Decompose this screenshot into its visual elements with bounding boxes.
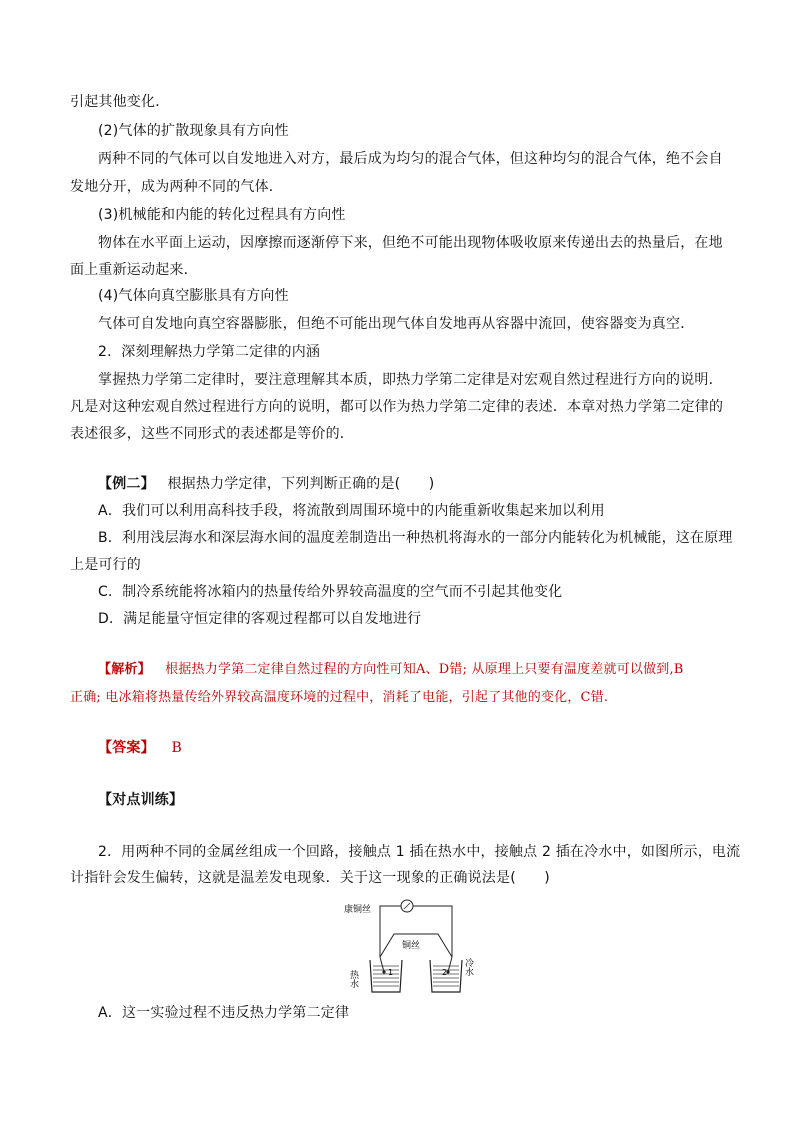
thermocouple-diagram — [344, 892, 474, 1000]
item2-text-line2: 发地分开，成为两种不同的气体． — [70, 179, 283, 195]
point1-label: 1 — [388, 968, 394, 977]
answer-label: 【答案】 — [98, 740, 155, 756]
analysis-text-line1: 根据热力学第二定律自然过程的方向性可知A、D错; 从原理上只要有温度差就可以做到,B — [165, 662, 684, 677]
example2-option-d: D．满足能量守恒定律的客观过程都可以自发地进行 — [98, 611, 422, 627]
cold-water-label: 冷水 — [463, 958, 473, 976]
example2-option-b-line2: 上是可行的 — [70, 557, 141, 573]
item4-heading: (4)气体向真空膨胀具有方向性 — [98, 288, 289, 304]
example2-question — [98, 474, 434, 494]
answer-value: B — [171, 740, 182, 756]
item4-text-line1: 气体可自发地向真空容器膨胀，但绝不可能出现气体自发地再从容器中流回，使容器变为真空． — [98, 316, 695, 332]
analysis-line1 — [98, 660, 684, 680]
section2-text-line1: 掌握热力学第二定律时，要注意理解其本质，即热力学第二定律是对宏观自然过程进行方向的说明． — [98, 372, 723, 388]
question2-line2: 计指针会发生偏转，这就是温差发电现象．关于这一现象的正确说法是( ) — [70, 870, 550, 886]
section2-heading: 2．深刻理解热力学第二定律的内涵 — [98, 344, 321, 360]
item3-text-line1: 物体在水平面上运动，因摩擦而逐渐停下来，但绝不可能出现物体吸收原来传递出去的热量后，在地 — [98, 235, 723, 251]
example2-option-c: C．制冷系统能将冰箱内的热量传给外界较高温度的空气而不引起其他变化 — [98, 584, 563, 600]
example2-option-b-line1: B．利用浅层海水和深层海水间的温度差制造出一种热机将海水的一部分内能转化为机械能，这在原理 — [98, 530, 733, 546]
hot-water-label: 热水 — [348, 970, 358, 988]
point2-label: 2 — [442, 968, 448, 977]
item2-text-line1: 两种不同的气体可以自发地进入对方，最后成为均匀的混合气体，但这种均匀的混合气体，绝不会自 — [98, 151, 723, 167]
section2-text-line2: 凡是对这种宏观自然过程进行方向的说明，都可以作为热力学第二定律的表述．本章对热力学第二定律的 — [70, 399, 724, 415]
item3-heading: (3)机械能和内能的转化过程具有方向性 — [98, 207, 346, 223]
analysis-text-line2: 正确; 电冰箱将热量传给外界较高温度环境的过程中，消耗了电能，引起了其他的变化，C错. — [70, 690, 609, 705]
question2-line1: 2．用两种不同的金属丝组成一个回路，接触点 1 插在热水中，接触点 2 插在冷水中，如图所示，电流 — [98, 844, 741, 860]
item3-text-line2: 面上重新运动起来． — [70, 262, 198, 278]
constantan-label: 康铜丝 — [344, 905, 372, 915]
analysis-label: 【解析】 — [98, 662, 151, 677]
section2-text-line3: 表述很多，这些不同形式的表述都是等价的． — [70, 426, 354, 442]
continuation-text: 引起其他变化． — [70, 94, 170, 110]
hot-water-beaker — [370, 960, 402, 992]
copper-label: 铜丝 — [402, 941, 421, 951]
item2-heading: (2)气体的扩散现象具有方向性 — [98, 123, 289, 139]
practice-label: 【对点训练】 — [98, 792, 184, 808]
example2-option-a: A．我们可以利用高科技手段，将流散到周围环境中的内能重新收集起来加以利用 — [98, 503, 605, 519]
example2-question-text: 根据热力学定律，下列判断正确的是( ) — [167, 476, 435, 492]
answer-line — [98, 738, 182, 758]
example2-label: 【例二】 — [98, 476, 155, 492]
question2-option-a: A．这一实验过程不违反热力学第二定律 — [98, 1005, 350, 1021]
